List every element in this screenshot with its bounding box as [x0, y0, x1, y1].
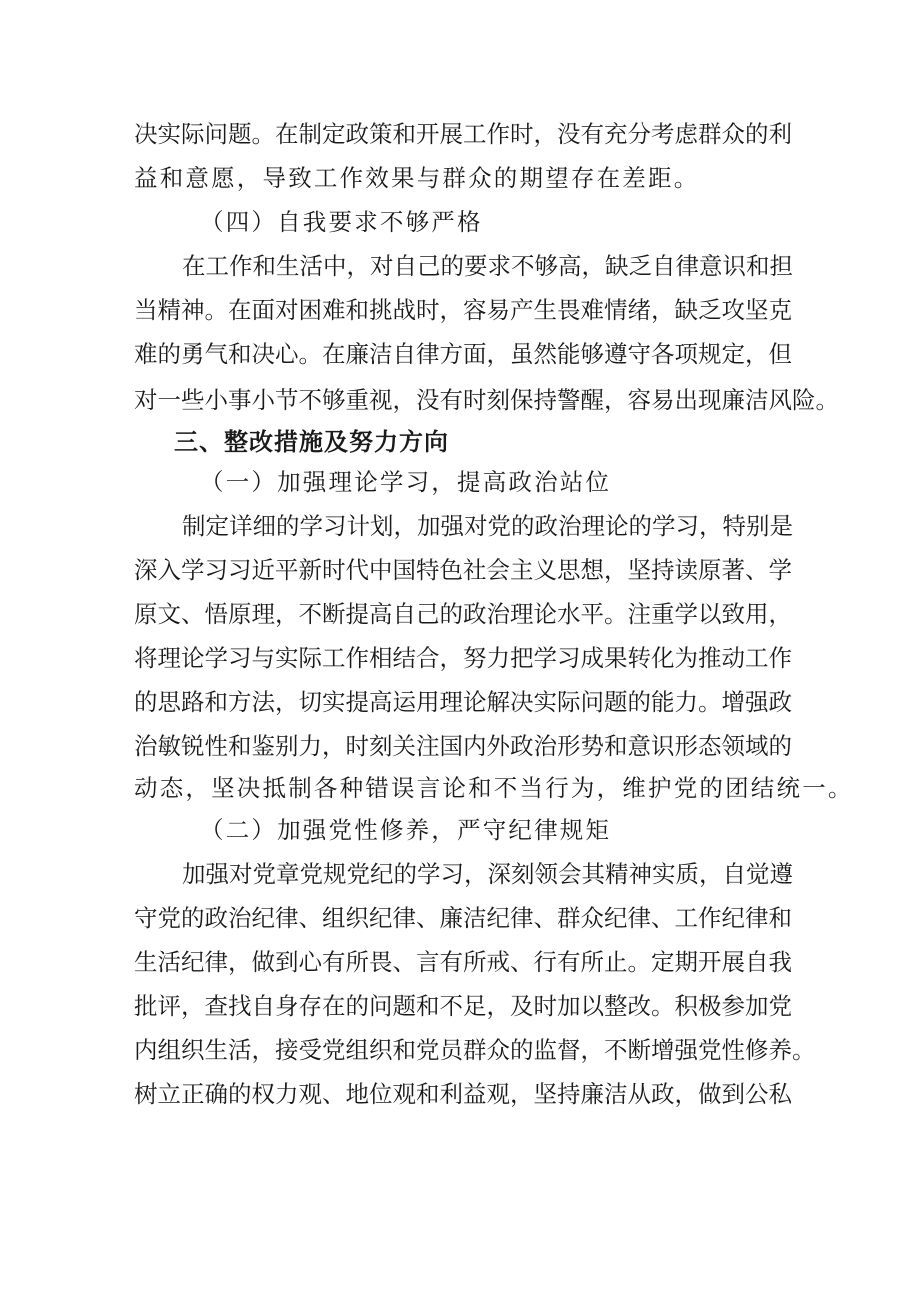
body-line: 对一些小事小节不够重视，没有时刻保持警醒，容易出现廉洁风险。 [134, 386, 839, 414]
section-subheading: （一）加强理论学习，提高政治站位 [200, 468, 612, 496]
body-line: 批评，查找自身存在的问题和不足，及时加以整改。积极参加党 [134, 992, 792, 1020]
body-line: 深入学习习近平新时代中国特色社会主义思想，坚持读原著、学 [134, 556, 792, 584]
body-line: 守党的政治纪律、组织纪律、廉洁纪律、群众纪律、工作纪律和 [134, 904, 792, 932]
body-line: 决实际问题。在制定政策和开展工作时，没有充分考虑群众的利 [134, 120, 792, 148]
body-line: 树立正确的权力观、地位观和利益观，坚持廉洁从政，做到公私 [134, 1080, 792, 1108]
body-line: 在工作和生活中，对自己的要求不够高，缺乏自律意识和担 [182, 252, 793, 280]
body-line: 原文、悟原理，不断提高自己的政治理论水平。注重学以致用， [134, 600, 792, 628]
body-line: 治敏锐性和鉴别力，时刻关注国内外政治形势和意识形态领域的 [134, 732, 792, 760]
body-line: 制定详细的学习计划，加强对党的政治理论的学习，特别是 [182, 512, 793, 540]
section-subheading: （二）加强党性修养，严守纪律规矩 [200, 816, 612, 844]
body-line: 将理论学习与实际工作相结合，努力把学习成果转化为推动工作 [134, 644, 792, 672]
body-line: 内组织生活，接受党组织和党员群众的监督，不断增强党性修养。 [134, 1036, 816, 1064]
section-heading: 三、整改措施及努力方向 [174, 428, 449, 456]
body-line: 加强对党章党规党纪的学习，深刻领会其精神实质，自觉遵 [182, 860, 793, 888]
body-line: 难的勇气和决心。在廉洁自律方面，虽然能够遵守各项规定，但 [134, 340, 792, 368]
body-line: 的思路和方法，切实提高运用理论解决实际问题的能力。增强政 [134, 688, 792, 716]
body-line: 当精神。在面对困难和挑战时，容易产生畏难情绪，缺乏攻坚克 [134, 296, 792, 324]
body-line: 生活纪律，做到心有所畏、言有所戒、行有所止。定期开展自我 [134, 948, 792, 976]
body-line: 益和意愿，导致工作效果与群众的期望存在差距。 [134, 164, 700, 192]
section-subheading: （四）自我要求不够严格 [200, 208, 483, 236]
body-line: 动态，坚决抵制各种错误言论和不当行为，维护党的团结统一。 [134, 774, 854, 802]
